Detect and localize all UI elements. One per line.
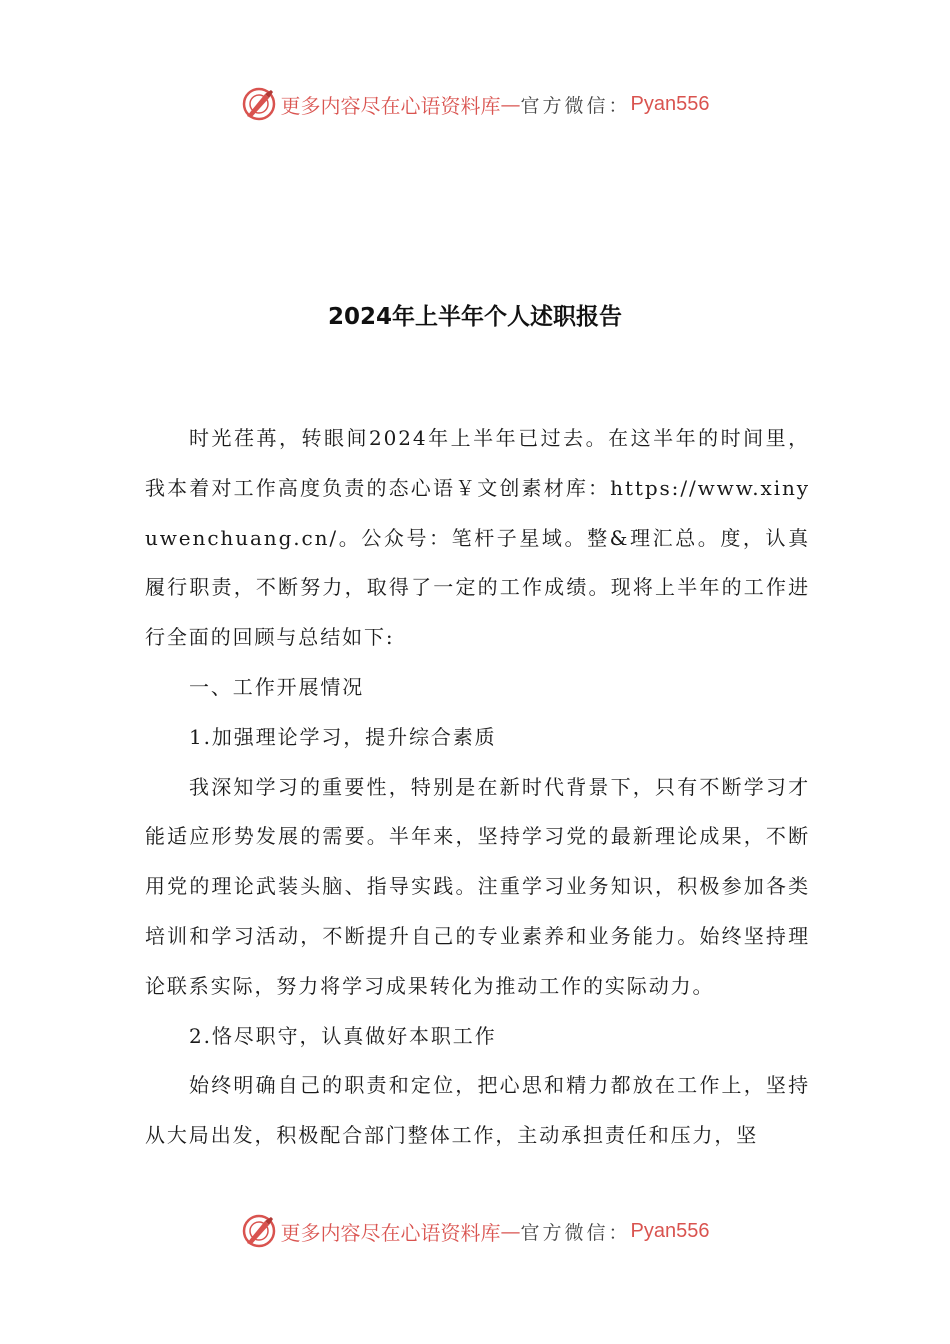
header-site-text: 更多内容尽在心语资料库 xyxy=(280,93,501,118)
subheading-2: 2.恪尽职守，认真做好本职工作 xyxy=(189,1023,497,1048)
footer-wechat-id: Pyan556 xyxy=(630,1219,710,1242)
header-wechat-id: Pyan556 xyxy=(630,92,710,115)
pen-logo-icon xyxy=(241,1213,277,1249)
footer-dash: — xyxy=(500,1219,521,1243)
footer-banner xyxy=(0,1211,950,1251)
subheading-1: 1.加强理论学习，提升综合素质 xyxy=(189,724,497,749)
document-body xyxy=(145,414,810,1161)
header-official-label: 官方微信： xyxy=(520,94,631,117)
footer-site-text: 更多内容尽在心语资料库 xyxy=(280,1220,501,1245)
document-title: 2024年上半年个人述职报告 xyxy=(327,304,622,330)
paragraph-duty: 始终明确自己的职责和定位，把心思和精力都放在工作上，坚持从大局出发，积极配合部门整体工作，主动承担责任和压力，坚 xyxy=(145,1073,810,1148)
header-banner xyxy=(0,84,950,124)
pen-logo-icon xyxy=(241,86,277,122)
header-dash: — xyxy=(500,92,521,116)
paragraph-intro: 时光荏苒，转眼间2024年上半年已过去。在这半年的时间里，我本着对工作高度负责的态心语￥文创素材库：https://www.xinyuwenchuang.cn/。公众号：笔杆子星域。整&理汇总。度，认真履行职责，不断努力，取得了一定的工作成绩。现将上半年的工作进行全面的回顾与总结如下: xyxy=(145,426,810,650)
footer-official-label: 官方微信： xyxy=(520,1221,631,1244)
paragraph-study: 我深知学习的重要性，特别是在新时代背景下，只有不断学习才能适应形势发展的需要。半年来，坚持学习党的最新理论成果，不断用党的理论武装头脑、指导实践。注重学习业务知识，积极参加各类培训和学习活动，不断提升自己的专业素养和业务能力。始终坚持理论联系实际，努力将学习成果转化为推动工作的实际动力。 xyxy=(145,774,810,998)
section-heading-1: 一、工作开展情况 xyxy=(189,674,365,699)
